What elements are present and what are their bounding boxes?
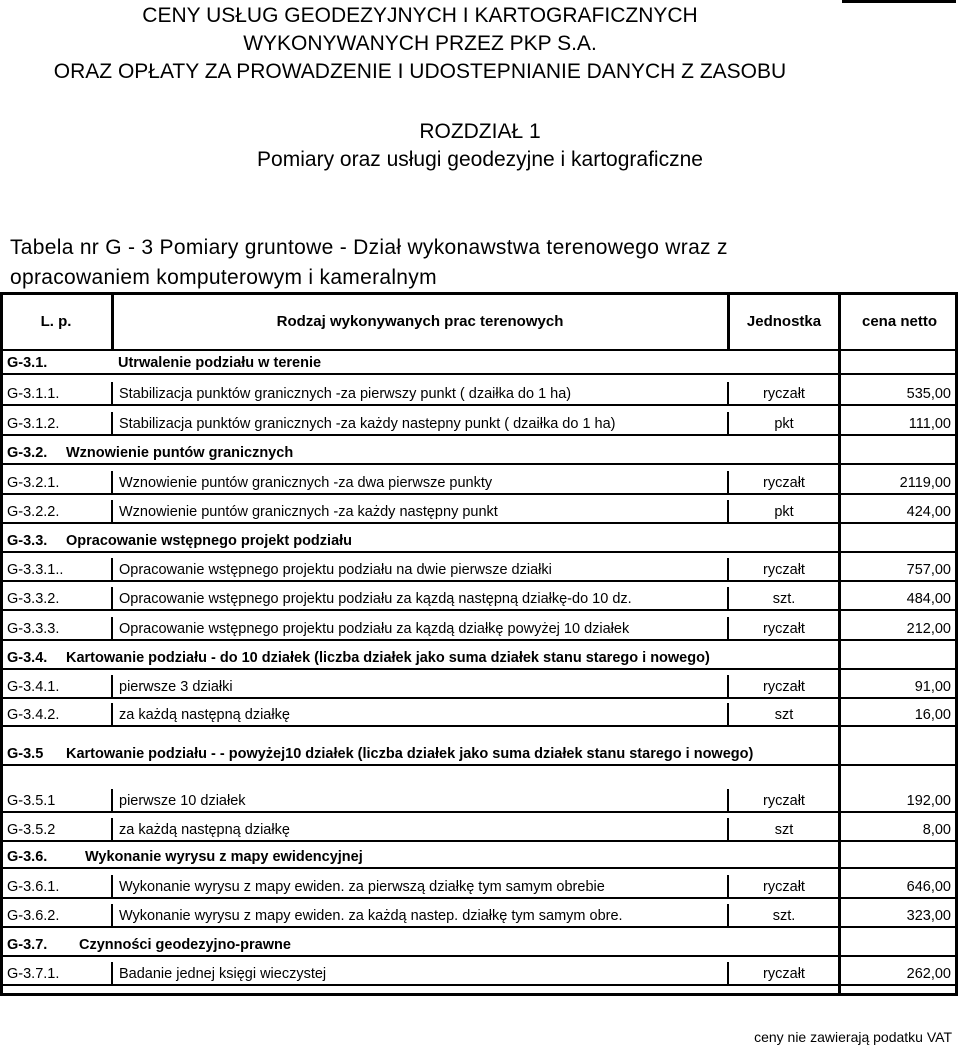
row-code: G-3.2.: [7, 445, 48, 461]
row-code: G-3.7.: [7, 937, 48, 953]
row-divider: [0, 522, 958, 524]
row-name: Wykonanie wyrysu z mapy ewiden. za każdą nastep. działkę tym samym obre.: [119, 908, 623, 924]
row-name: Opracowanie wstępnego projektu podziału na dwie pierwsze działki: [119, 562, 552, 578]
header-line-1: CENY USŁUG GEODEZYJNYCH I KARTOGRAFICZNYCH: [142, 4, 698, 27]
header-line-3: ORAZ OPŁATY ZA PROWADZENIE I UDOSTEPNIANIE DANYCH Z ZASOBU: [53, 60, 787, 83]
table-title-line-1: Tabela nr G - 3 Pomiary gruntowe - Dział wykonawstwa terenowego wraz z: [10, 236, 728, 259]
cell-divider: [727, 382, 729, 404]
row-name: pierwsze 10 działek: [119, 793, 246, 809]
row-unit: ryczałt: [763, 562, 805, 578]
section-title: ROZDZIAŁ 1: [419, 120, 541, 143]
row-name: Stabilizacja punktów granicznych -za każdy nastepny punkt ( dzaiłka do 1 ha): [119, 416, 616, 432]
row-price: 757,00: [906, 562, 951, 578]
row-code: G-3.2.1.: [7, 475, 60, 491]
row-group-name: Opracowanie wstępnego projekt podziału: [66, 533, 353, 549]
row-divider: [0, 463, 958, 465]
cell-divider: [111, 962, 113, 984]
row-divider: [0, 373, 958, 375]
row-unit: pkt: [774, 416, 794, 432]
cell-divider: [727, 412, 729, 434]
row-group-name: Wykonanie wyrysu z mapy ewidencyjnej: [85, 849, 363, 865]
row-divider: [0, 984, 958, 986]
row-code: G-3.4.: [7, 650, 48, 666]
cell-divider: [111, 617, 113, 639]
row-price: 484,00: [906, 591, 951, 607]
row-divider: [0, 725, 958, 727]
cell-divider: [111, 558, 113, 580]
cell-divider: [111, 875, 113, 897]
cell-divider: [727, 875, 729, 897]
row-unit: pkt: [774, 504, 794, 520]
row-name: pierwsze 3 działki: [119, 679, 233, 695]
cell-divider: [727, 962, 729, 984]
row-code: G-3.5.1: [7, 793, 56, 809]
row-divider: [0, 811, 958, 813]
row-divider: [0, 404, 958, 406]
row-price: 262,00: [906, 966, 951, 982]
row-group-name: Kartowanie podziału - - powyżej10 działek (liczba działek jako suma działek stanu starego i nowego): [66, 746, 754, 762]
cell-divider: [727, 675, 729, 697]
row-name: za każdą następną działkę: [119, 822, 290, 838]
column-header-lp: L. p.: [40, 313, 72, 330]
cell-divider: [727, 617, 729, 639]
row-group-name: Utrwalenie podziału w terenie: [118, 355, 322, 371]
row-code: G-3.6.: [7, 849, 48, 865]
row-divider: [0, 867, 958, 869]
row-code: G-3.7.1.: [7, 966, 60, 982]
cell-divider: [111, 675, 113, 697]
row-price: 2119,00: [899, 475, 951, 491]
row-group-name: Czynności geodezyjno-prawne: [79, 937, 291, 953]
cell-divider: [727, 587, 729, 609]
row-divider: [0, 609, 958, 611]
cell-divider: [727, 558, 729, 580]
row-price: 212,00: [906, 621, 951, 637]
row-divider: [0, 551, 958, 553]
row-code: G-3.3.3.: [7, 621, 60, 637]
row-divider: [0, 434, 958, 436]
cell-divider: [111, 500, 113, 522]
row-name: Opracowanie wstępnego projektu podziału za kązdą działkę powyżej 10 działek: [119, 621, 630, 637]
row-price: 91,00: [914, 679, 951, 695]
row-code: G-3.1.: [7, 355, 48, 371]
cell-divider: [727, 789, 729, 811]
cell-divider: [111, 904, 113, 926]
column-header-price: cena netto: [861, 313, 937, 330]
cell-divider: [727, 818, 729, 840]
row-name: Wykonanie wyrysu z mapy ewiden. za pierwszą działkę tym samym obrebie: [119, 879, 605, 895]
row-divider: [0, 840, 958, 842]
cell-divider: [727, 500, 729, 522]
row-price: 646,00: [906, 879, 951, 895]
row-price: 111,00: [908, 416, 951, 432]
cell-divider: [111, 382, 113, 404]
row-code: G-3.5: [7, 746, 44, 762]
row-code: G-3.4.1.: [7, 679, 60, 695]
cell-divider: [111, 789, 113, 811]
row-price: 323,00: [906, 908, 951, 924]
row-code: G-3.1.1.: [7, 386, 60, 402]
row-unit: ryczałt: [763, 793, 805, 809]
section-subtitle: Pomiary oraz usługi geodezyjne i kartograficzne: [257, 148, 703, 171]
row-divider: [0, 955, 958, 957]
row-code: G-3.3.1..: [7, 562, 64, 578]
row-price: 192,00: [906, 793, 951, 809]
column-header-name: Rodzaj wykonywanych prac terenowych: [276, 313, 564, 330]
cell-divider: [111, 818, 113, 840]
column-header-unit: Jednostka: [746, 313, 822, 330]
row-divider: [0, 926, 958, 928]
row-price: 424,00: [906, 504, 951, 520]
row-price: 16,00: [914, 707, 951, 723]
row-divider: [0, 493, 958, 495]
cell-divider: [111, 587, 113, 609]
table-title-line-2: opracowaniem komputerowym i kameralnym: [10, 266, 437, 289]
row-code: G-3.6.1.: [7, 879, 60, 895]
row-name: Wznowienie puntów granicznych -za dwa pierwsze punkty: [119, 475, 493, 491]
row-name: Stabilizacja punktów granicznych -za pierwszy punkt ( dzaiłka do 1 ha): [119, 386, 572, 402]
row-divider: [0, 668, 958, 670]
row-group-name: Wznowienie puntów granicznych: [66, 445, 294, 461]
row-code: G-3.5.2: [7, 822, 56, 838]
cell-divider: [111, 703, 113, 725]
row-unit: ryczałt: [763, 386, 805, 402]
cell-divider: [111, 471, 113, 493]
row-divider: [0, 639, 958, 641]
row-divider: [0, 580, 958, 582]
row-name: Wznowienie puntów granicznych -za każdy następny punkt: [119, 504, 498, 520]
price-table: [0, 292, 958, 996]
row-divider: [0, 697, 958, 699]
row-divider: [0, 897, 958, 899]
header-line-2: WYKONYWANYCH PRZEZ PKP S.A.: [243, 32, 597, 55]
row-code: G-3.1.2.: [7, 416, 60, 432]
row-group-name: Kartowanie podziału - do 10 działek (liczba działek jako suma działek stanu starego i nowego): [66, 650, 710, 666]
top-right-rule: [842, 0, 956, 3]
cell-divider: [727, 703, 729, 725]
row-name: za każdą następną działkę: [119, 707, 290, 723]
vat-note: ceny nie zawierają podatku VAT: [754, 1029, 952, 1045]
row-unit: ryczałt: [763, 679, 805, 695]
row-unit: szt: [774, 707, 794, 723]
row-code: G-3.2.2.: [7, 504, 60, 520]
cell-divider: [727, 471, 729, 493]
row-unit: szt.: [772, 591, 796, 607]
row-unit: ryczałt: [763, 475, 805, 491]
row-code: G-3.3.: [7, 533, 48, 549]
header-row-divider: [0, 349, 958, 351]
row-unit: ryczałt: [763, 966, 805, 982]
cell-divider: [111, 412, 113, 434]
row-unit: ryczałt: [763, 621, 805, 637]
row-code: G-3.4.2.: [7, 707, 60, 723]
cell-divider: [727, 904, 729, 926]
row-unit: szt: [774, 822, 794, 838]
row-code: G-3.3.2.: [7, 591, 60, 607]
row-price: 8,00: [922, 822, 951, 838]
row-name: Badanie jednej księgi wieczystej: [119, 966, 327, 982]
row-price: 535,00: [906, 386, 951, 402]
row-code: G-3.6.2.: [7, 908, 60, 924]
row-divider: [0, 764, 958, 766]
row-unit: szt.: [772, 908, 796, 924]
row-name: Opracowanie wstępnego projektu podziału za kązdą następną działkę-do 10 dz.: [119, 591, 632, 607]
row-unit: ryczałt: [763, 879, 805, 895]
